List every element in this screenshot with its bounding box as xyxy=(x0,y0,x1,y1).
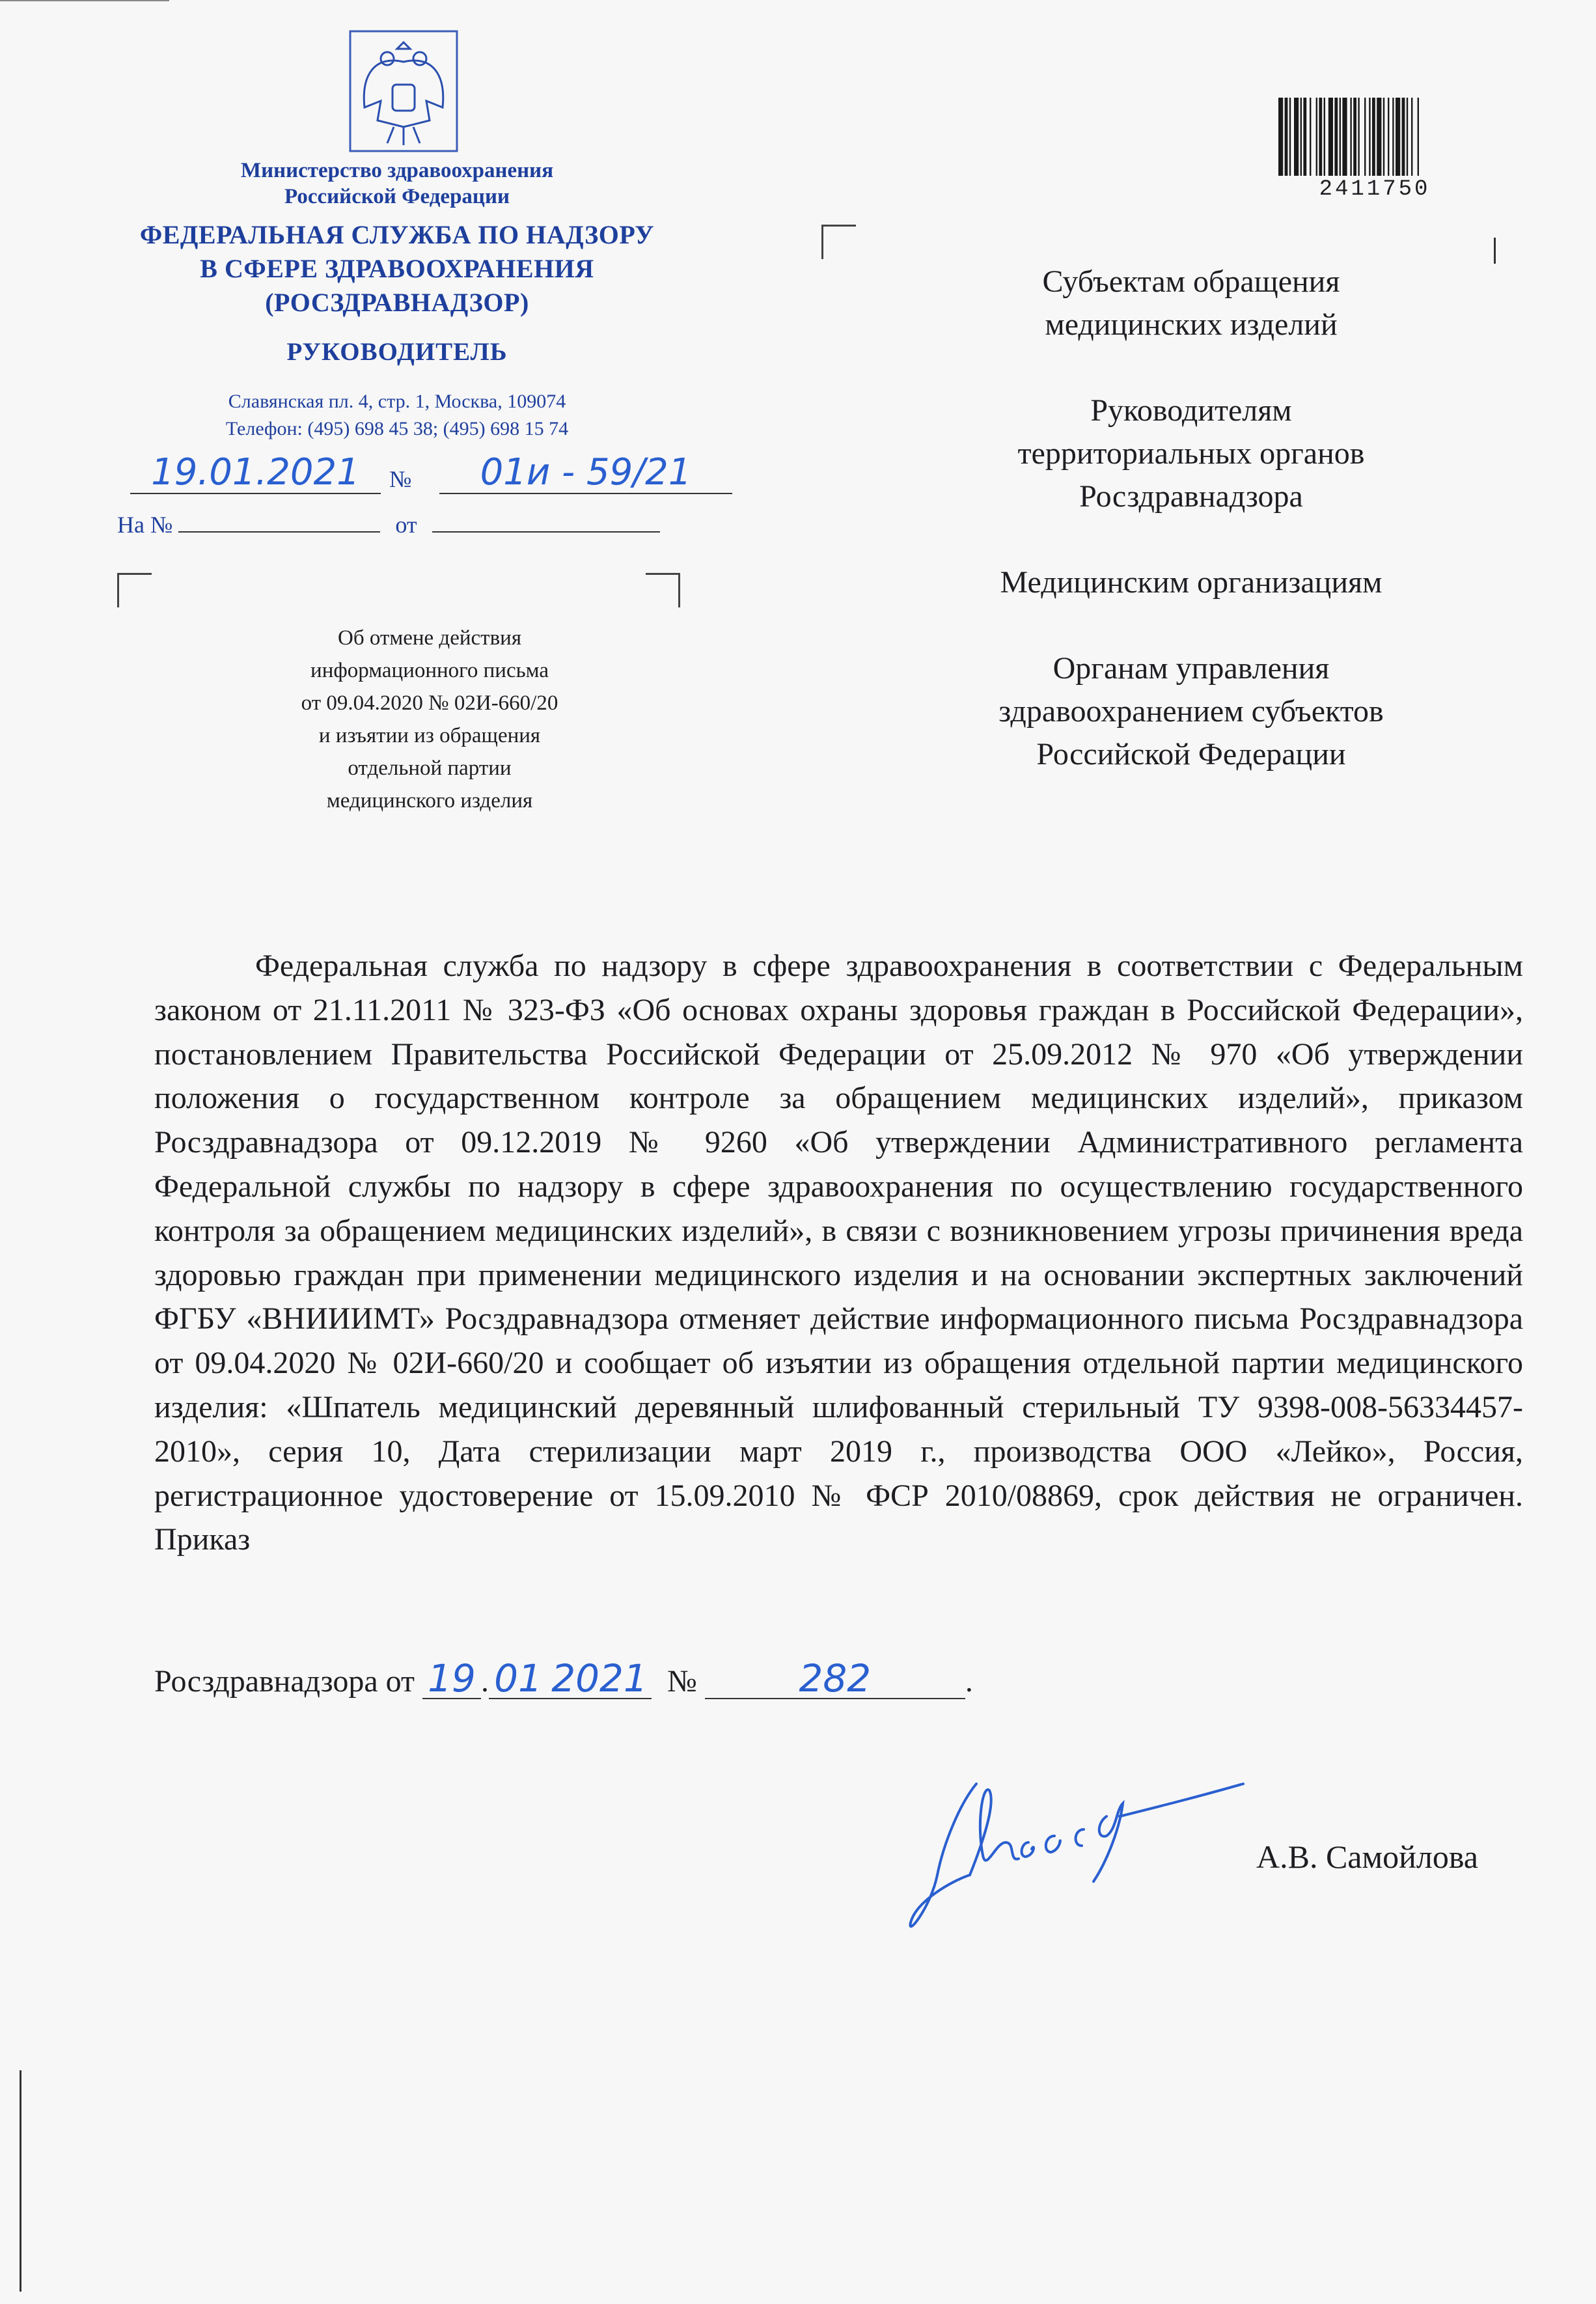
addressee-item xyxy=(924,561,1458,604)
ministry-line-1: Министерство здравоохранения xyxy=(240,159,554,182)
addressee-item xyxy=(924,260,1458,346)
order-date-month: 01 xyxy=(489,1659,547,1699)
subject-line: Об отмене действия xyxy=(337,626,522,650)
barcode-bar xyxy=(1411,98,1412,176)
registration-number-sign: № xyxy=(389,466,412,492)
subject-line: отдельной партии xyxy=(348,756,512,780)
barcode-bar xyxy=(1392,98,1394,176)
barcode xyxy=(1277,98,1472,179)
barcode-number: 2411750 xyxy=(1319,177,1431,202)
barcode-bar xyxy=(1278,98,1283,176)
barcode-bar xyxy=(1396,98,1400,176)
addressee-list xyxy=(924,260,1458,819)
addressee-corner-left xyxy=(821,225,856,259)
ref-number-blank xyxy=(178,512,380,533)
service-line-2: В СФЕРЕ ЗДРАВООХРАНЕНИЯ xyxy=(200,254,594,283)
registration-number: 01и - 59/21 xyxy=(439,452,732,494)
barcode-bar xyxy=(1285,98,1288,176)
ministry-line-2: Российской Федерации xyxy=(284,185,510,208)
letter-subject xyxy=(182,622,677,817)
order-date-year: 2021 xyxy=(547,1659,652,1699)
barcode-bar xyxy=(1316,98,1317,176)
signer-name: А.В. Самойлова xyxy=(1256,1839,1478,1875)
barcode-bar xyxy=(1319,98,1322,176)
addressee-item xyxy=(924,647,1458,776)
barcode-bar xyxy=(1340,98,1341,176)
registration-date: 19.01.2021 xyxy=(130,452,381,494)
addressee-line: Российской Федерации xyxy=(1036,737,1346,771)
addressee-line: Медицинским организациям xyxy=(1000,565,1383,600)
barcode-bar xyxy=(1303,98,1306,176)
barcode-bar xyxy=(1310,98,1311,176)
barcode-bar xyxy=(1300,98,1302,176)
addressee-line: Органам управления xyxy=(1053,651,1330,686)
coat-of-arms-emblem xyxy=(348,29,459,153)
subject-line: медицинского изделия xyxy=(326,789,533,812)
letter-body xyxy=(154,944,1523,1562)
barcode-bar xyxy=(1353,98,1356,176)
barcode-bar xyxy=(1407,98,1408,176)
body-paragraph: Федеральная служба по надзору в сфере здравоохранения в соответствии с Федеральным законом от 21.11.2011 № 323-ФЗ «Об основах охраны здоровья граждан в Российской Федерации», постановлением Правительства Российской Федерации от 25.09.2012 № 970 «Об утверждении положения о государственном контроле за обращением медицинских изделий», приказом Росздравнадзора от 09.12.2019 № 9260 «Об утверждении Административного регламента Федеральной службы по надзору в сфере здравоохранения по осуществлению государственного контроля за обращением медицинских изделий», в связи с возникновением угрозы причинения вреда здоровью граждан при применении медицинского изделия и на основании экспертных заключений ФГБУ «ВНИИИМТ» Росздравнадзора отменяет действие информационного письма Росздравнадзора от 09.04.2020 № 02И-660/20 и сообщает об изъятии из обращения отдельной партии медицинского изделия: «Шпатель медицинский деревянный шлифованный стерильный ТУ 9398-008-56334457-2010», серия 10, Дата стерилизации март 2019 г., производства ООО «Лейко», Россия, регистрационное удостоверение от 15.09.2010 № ФСР 2010/08869, срок действия не ограничен. Приказ xyxy=(154,949,1523,1557)
order-number-sign: № xyxy=(667,1664,697,1699)
barcode-bar xyxy=(1334,98,1338,176)
barcode-bar xyxy=(1342,98,1347,176)
addressee-item xyxy=(924,389,1458,518)
subject-line: и изъятии из обращения xyxy=(318,724,541,747)
addressee-corner-right xyxy=(1494,238,1496,264)
barcode-bar xyxy=(1364,98,1366,176)
address-block xyxy=(98,388,696,443)
addressee-line: Субъектам обращения xyxy=(1042,264,1340,299)
ref-prefix: На № xyxy=(117,512,173,538)
scan-edge-mark xyxy=(0,0,169,1)
scan-margin-line xyxy=(20,2070,21,2292)
barcode-bar xyxy=(1369,98,1370,176)
service-line-3: (РОСЗДРАВНАДЗОР) xyxy=(265,288,529,317)
reference-line xyxy=(117,511,660,538)
head-title: РУКОВОДИТЕЛЬ xyxy=(286,338,508,366)
barcode-bar xyxy=(1402,98,1405,176)
service-line-1: ФЕДЕРАЛЬНАЯ СЛУЖБА ПО НАДЗОРУ xyxy=(139,220,655,249)
handwritten-signature xyxy=(898,1745,1289,1947)
registration-line xyxy=(117,452,788,498)
order-date-day: 19 xyxy=(422,1659,481,1699)
addressee-line: Росздравнадзора xyxy=(1079,479,1303,514)
phone-line: Телефон: (495) 698 45 38; (495) 698 15 74 xyxy=(225,418,569,439)
subject-corner-right xyxy=(646,573,680,607)
addressee-line: территориальных органов xyxy=(1017,436,1365,471)
barcode-bar xyxy=(1294,98,1299,176)
order-number: 282 xyxy=(705,1659,965,1699)
ref-date-blank xyxy=(432,512,660,533)
ref-from: от xyxy=(395,512,417,538)
barcode-bar xyxy=(1289,98,1291,176)
subject-corner-left xyxy=(117,573,152,607)
barcode-bar xyxy=(1324,98,1325,176)
barcode-bar xyxy=(1350,98,1351,176)
addressee-line: здравоохранением субъектов xyxy=(998,694,1384,729)
order-end: . xyxy=(965,1664,973,1699)
barcode-bar xyxy=(1383,98,1384,176)
barcode-bar xyxy=(1377,98,1381,176)
subject-line: информационного письма xyxy=(310,659,549,682)
addressee-line: медицинских изделий xyxy=(1045,307,1338,342)
barcode-bar xyxy=(1388,98,1389,176)
barcode-bar xyxy=(1328,98,1333,176)
addressee-line: Руководителям xyxy=(1090,393,1292,428)
barcode-bar xyxy=(1372,98,1375,176)
order-reference-line: Росздравнадзора от 19 . 01 2021 № 282 . xyxy=(154,1656,973,1700)
subject-line: от 09.04.2020 № 02И-660/20 xyxy=(301,691,558,715)
service-name xyxy=(98,218,696,320)
order-prefix: Росздравнадзора от xyxy=(154,1664,415,1699)
barcode-bar xyxy=(1418,98,1419,176)
address-line: Славянская пл. 4, стр. 1, Москва, 109074 xyxy=(228,391,566,412)
barcode-bar xyxy=(1358,98,1359,176)
ministry-name xyxy=(98,158,696,210)
